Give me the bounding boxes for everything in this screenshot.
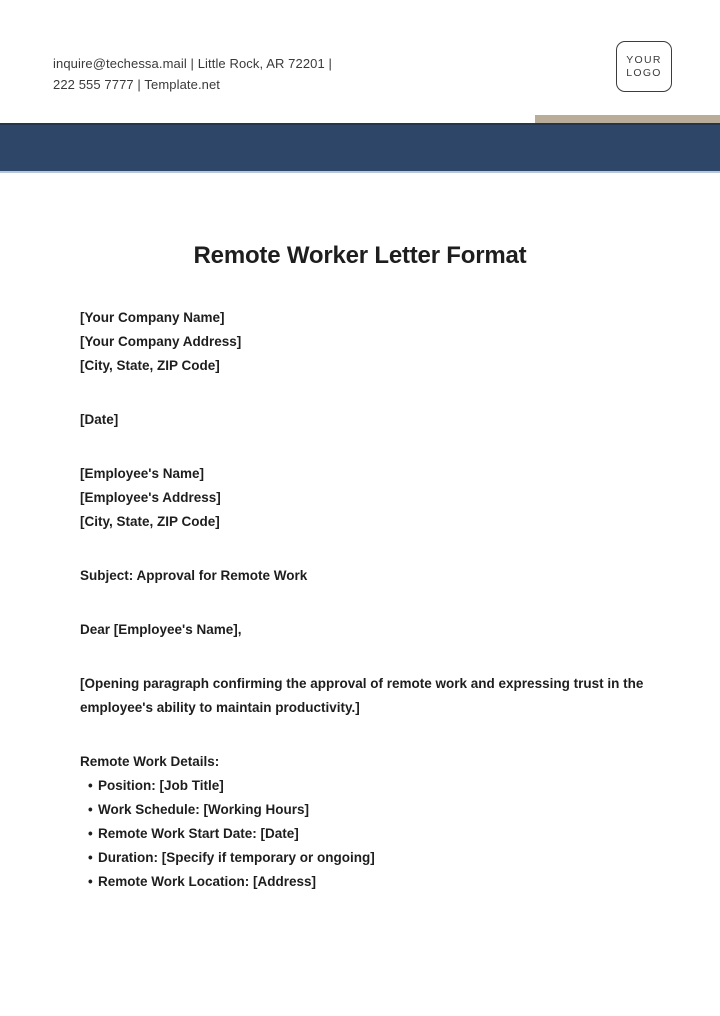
list-item bbox=[80, 774, 645, 798]
navy-header-band bbox=[0, 123, 720, 173]
salutation-line: Dear [Employee's Name], bbox=[80, 622, 242, 637]
contact-line-2: 222 555 7777 | Template.net bbox=[53, 76, 221, 92]
list-item bbox=[80, 798, 645, 822]
list-item bbox=[80, 846, 645, 870]
remote-work-details-block bbox=[80, 750, 645, 894]
date-block bbox=[80, 408, 645, 432]
opening-paragraph: [Opening paragraph confirming the approval of remote work and expressing trust in the employee's ability to maintain productivity.] bbox=[80, 676, 644, 715]
bullet-icon: • bbox=[88, 778, 93, 793]
employee-address-block bbox=[80, 462, 645, 534]
subject-block bbox=[80, 564, 645, 588]
detail-start-date: Remote Work Start Date: [Date] bbox=[98, 826, 299, 841]
detail-location: Remote Work Location: [Address] bbox=[98, 874, 317, 889]
date-line: [Date] bbox=[80, 412, 119, 427]
logo-text-line-1: YOUR bbox=[626, 53, 662, 66]
list-item bbox=[80, 870, 645, 894]
detail-position: Position: [Job Title] bbox=[98, 778, 224, 793]
bullet-icon: • bbox=[88, 874, 93, 889]
company-name-line: [Your Company Name] bbox=[80, 310, 225, 325]
bullet-icon: • bbox=[88, 826, 93, 841]
page-title: Remote Worker Letter Format bbox=[193, 242, 527, 269]
letter-content bbox=[0, 239, 720, 894]
bullet-icon: • bbox=[88, 850, 93, 865]
logo-placeholder bbox=[616, 41, 672, 92]
bullet-icon: • bbox=[88, 802, 93, 817]
contact-info bbox=[53, 54, 332, 95]
list-item bbox=[80, 822, 645, 846]
employee-address-line: [Employee's Address] bbox=[80, 490, 221, 505]
company-address-line: [Your Company Address] bbox=[80, 334, 242, 349]
letterhead bbox=[0, 0, 720, 115]
tan-accent-strip bbox=[535, 115, 720, 123]
salutation-block bbox=[80, 618, 645, 642]
contact-line-1: inquire@techessa.mail | Little Rock, AR 72201 | bbox=[53, 56, 333, 71]
logo-text-line-2: LOGO bbox=[626, 66, 662, 79]
employee-name-line: [Employee's Name] bbox=[80, 466, 205, 481]
subject-line: Subject: Approval for Remote Work bbox=[80, 568, 308, 583]
letter-body bbox=[80, 306, 645, 894]
details-list bbox=[80, 774, 645, 894]
detail-work-schedule: Work Schedule: [Working Hours] bbox=[98, 802, 310, 817]
company-city-line: [City, State, ZIP Code] bbox=[80, 358, 220, 373]
opening-paragraph-block bbox=[80, 672, 645, 720]
details-heading: Remote Work Details: bbox=[80, 754, 220, 769]
employee-city-line: [City, State, ZIP Code] bbox=[80, 514, 220, 529]
detail-duration: Duration: [Specify if temporary or ongoing] bbox=[98, 850, 375, 865]
company-address-block bbox=[80, 306, 645, 378]
